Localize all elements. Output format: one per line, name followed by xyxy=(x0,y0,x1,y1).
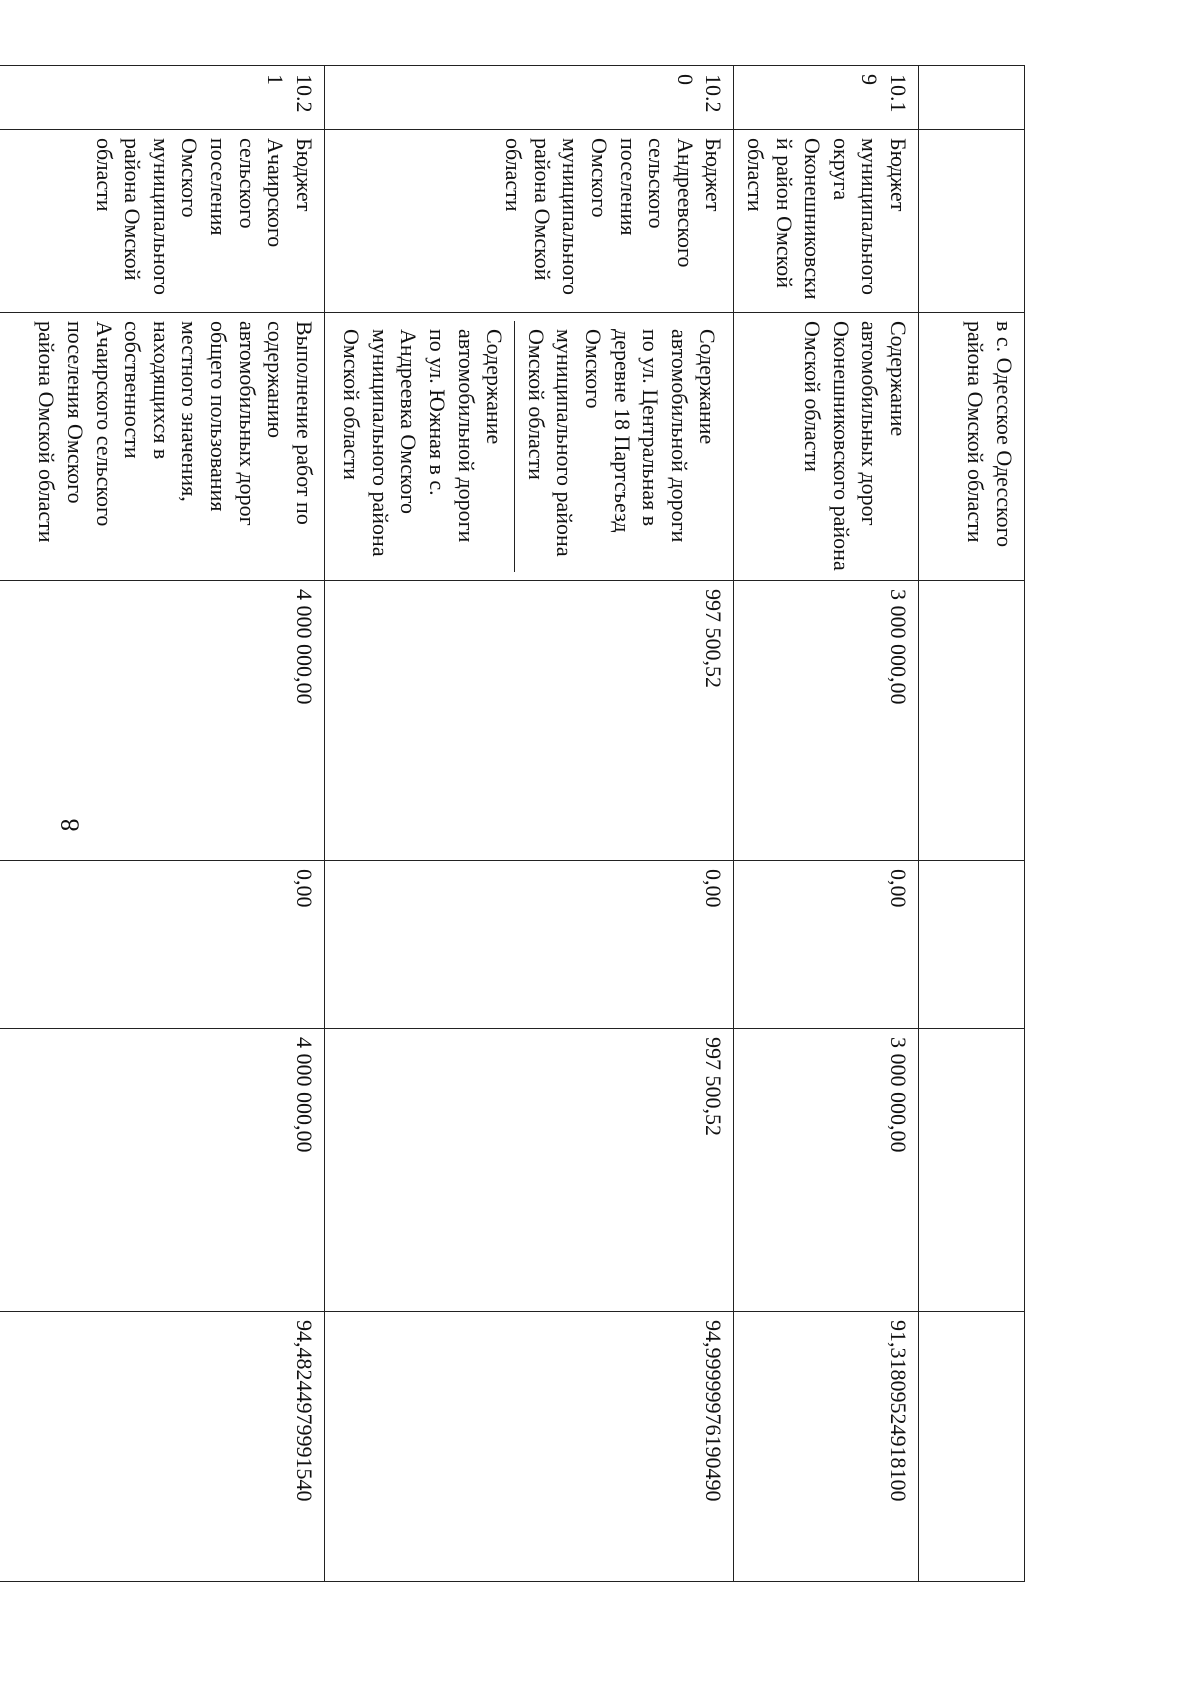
cell-event: Содержание автомобильной дороги по ул. Центральная в деревне 18 Партсъезд Омского муниципального района Омской области xyxy=(523,329,721,557)
cell-budget xyxy=(919,130,1025,313)
table-row xyxy=(0,66,324,1582)
table-row xyxy=(734,66,919,1582)
cell-pct xyxy=(919,1312,1025,1582)
cell-total: 997 500,52 xyxy=(324,581,734,861)
cell-event: Содержание автомобильных дорог Оконешниковского района Омской области xyxy=(734,313,919,581)
cell-col-a xyxy=(919,861,1025,1029)
cell-no: 10.19 xyxy=(734,66,919,130)
cell-budget: Бюджет Ачаирского сельского поселения Омского муниципального района Омской области xyxy=(0,130,324,313)
page-number: 8 xyxy=(55,818,85,832)
cell-col-b: 997 500,52 xyxy=(324,1029,734,1312)
cell-no xyxy=(919,66,1025,130)
cell-pct: 94,4824497999154​0 xyxy=(0,1312,324,1582)
cell-col-b: 3 000 000,00 xyxy=(734,1029,919,1312)
cell-col-a: 0,00 xyxy=(324,861,734,1029)
cell-no: 10.20 xyxy=(324,66,734,130)
cell-event: в с. Одесское Одесского района Омской области xyxy=(919,313,1025,581)
rotated-page-content xyxy=(34,65,1025,1581)
budget-table xyxy=(0,65,1025,1582)
table-row xyxy=(324,66,734,1582)
cell-event: Содержание автомобильной дороги по ул. Южная в с. Андреевка Омского муниципального района Омской области xyxy=(331,321,515,572)
table-row-continuation xyxy=(919,66,1025,1582)
cell-col-b xyxy=(919,1029,1025,1312)
cell-budget: Бюджет муниципального округа Оконешниковский район Омской области xyxy=(734,130,919,313)
cell-total: 3 000 000,00 xyxy=(734,581,919,861)
cell-event: Выполнение работ по содержанию автомобильных дорог общего пользования местного значения, находящихся в собственности Ачаирского сельского поселения Омского района Омской области xyxy=(0,313,324,581)
cell-col-a: 0,00 xyxy=(734,861,919,1029)
cell-total: 4 000 000,00 xyxy=(0,581,324,861)
cell-col-b: 4 000 000,00 xyxy=(0,1029,324,1312)
cell-col-a: 0,00 xyxy=(0,861,324,1029)
cell-budget: Бюджет Андреевского сельского поселения Омского муниципального района Омской области xyxy=(324,130,734,313)
event-subtable xyxy=(331,321,728,572)
cell-pct: 94,9999997619049​0 xyxy=(324,1312,734,1582)
cell-pct: 91,3180952491810​0 xyxy=(734,1312,919,1582)
cell-no: 10.21 xyxy=(0,66,324,130)
cell-total xyxy=(919,581,1025,861)
cell-events xyxy=(324,313,734,581)
